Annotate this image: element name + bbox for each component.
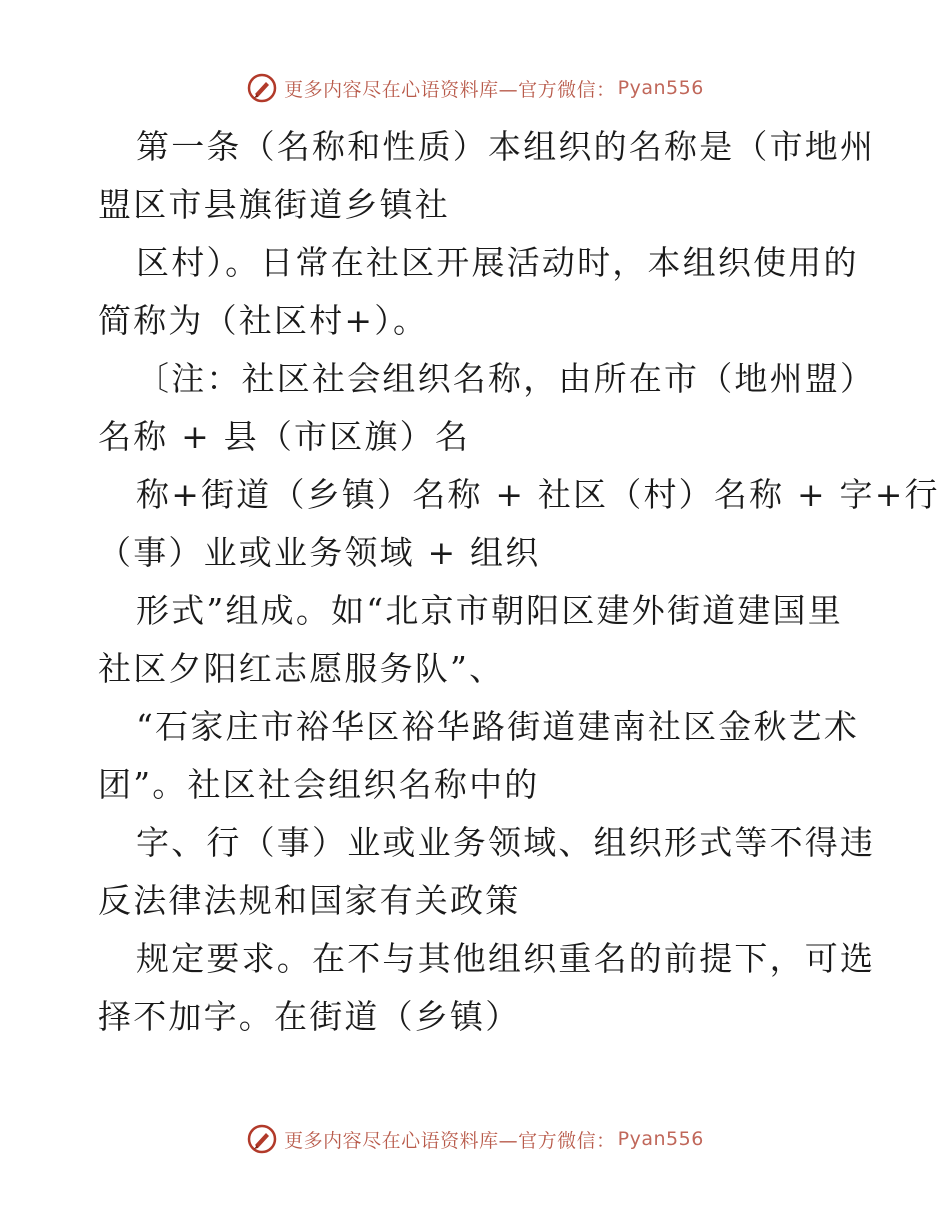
document-body bbox=[98, 118, 940, 1046]
body-line: 盟区市县旗街道乡镇社 bbox=[98, 185, 450, 224]
body-line: 名称 + 县（市区旗）名 bbox=[98, 417, 471, 456]
body-line: 社区夕阳红志愿服务队”、 bbox=[98, 649, 505, 688]
body-line: （事）业或业务领域 + 组织 bbox=[98, 533, 541, 572]
header-watermark bbox=[0, 72, 950, 104]
body-line: 团”。社区社会组织名称中的 bbox=[98, 765, 540, 804]
watermark-text: 更多内容尽在心语资料库—官方微信： bbox=[284, 1129, 616, 1152]
body-line: 称+街道（乡镇）名称 + 社区（村）名称 + 字+行 bbox=[136, 475, 940, 514]
pen-logo-icon bbox=[246, 72, 278, 104]
body-line: 规定要求。在不与其他组织重名的前提下，可选 bbox=[136, 939, 876, 978]
body-line: 〔注：社区社会组织名称，由所在市（地州盟） bbox=[136, 359, 876, 398]
watermark-id: Pyan556 bbox=[617, 1128, 704, 1150]
footer-watermark bbox=[0, 1123, 950, 1155]
body-line: 简称为（社区村+）。 bbox=[98, 301, 429, 340]
body-line: 择不加字。在街道（乡镇） bbox=[98, 997, 521, 1036]
pen-logo-icon bbox=[246, 1123, 278, 1155]
body-line: 字、行（事）业或业务领域、组织形式等不得违 bbox=[136, 823, 876, 862]
body-line: “石家庄市裕华区裕华路街道建南社区金秋艺术 bbox=[136, 707, 860, 746]
body-line: 形式”组成。如“北京市朝阳区建外街道建国里 bbox=[136, 591, 843, 630]
body-line: 第一条（名称和性质）本组织的名称是（市地州 bbox=[136, 127, 876, 166]
watermark-id: Pyan556 bbox=[617, 77, 704, 99]
watermark-text: 更多内容尽在心语资料库—官方微信： bbox=[284, 78, 616, 101]
body-line: 反法律法规和国家有关政策 bbox=[98, 881, 521, 920]
body-line: 区村）。日常在社区开展活动时，本组织使用的 bbox=[136, 243, 859, 282]
